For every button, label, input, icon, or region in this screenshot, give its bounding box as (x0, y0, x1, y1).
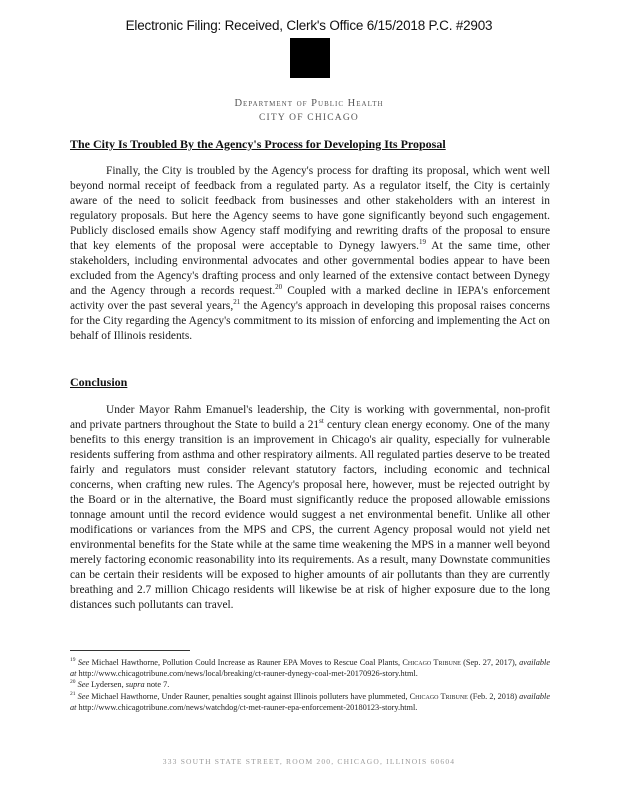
paragraph-text: the Agency's approach in developing this proposal raises concerns for the City regarding the Agency's commitment to its mission of enforcing and implementing the Act on behalf of Illinois residents. (70, 300, 550, 342)
ordinal-suffix: st (319, 417, 324, 426)
footnote-number: 20 (70, 679, 76, 686)
signal-supra: supra (125, 680, 145, 690)
paragraph-text: Under Mayor Rahm Emanuel's leadership, the City is working with governmental, non-profit and private partners throughout the State to build a 21 (70, 404, 550, 431)
footnote-ref-20: 20 (275, 283, 283, 292)
footnote-19 (70, 657, 550, 679)
footnote-ref-19: 19 (418, 238, 426, 247)
signal-see: See (77, 691, 90, 701)
section-heading-conclusion: Conclusion (70, 375, 128, 389)
paragraph-text: At the same time, other stakeholders, including environmental advocates and other governmental bodies appear to have been excluded from the Agency's drafting process and only learned of the extensive contact between Dynegy and the Agency through a records request. (70, 240, 550, 297)
footnote-text: note 7. (144, 680, 170, 690)
paragraph-text: Coupled with a marked decline in IEPA's enforcement activity over the past several years, (70, 285, 550, 312)
signal-see: See (77, 680, 90, 690)
footnotes (70, 657, 550, 713)
footnote-text: (Sep. 27, 2017), (460, 658, 520, 667)
footnote-url: http://www.chicagotribune.com/news/watchdog/ct-met-rauner-epa-enforcement-20180123-story.html. (76, 702, 418, 712)
footnote-url: http://www.chicagotribune.com/news/local/breaking/ct-rauner-dynegy-coal-met-20170926-story.html. (76, 669, 418, 679)
city-name: CITY OF CHICAGO (259, 113, 359, 123)
department-name: Department of Public Health (234, 98, 384, 109)
paragraph-text: century clean energy economy. One of the many benefits to this energy transition is an improvement in Chicago's air quality, especially for vulnerable residents suffering from asthma and other respiratory ailments. All regulated parties deserve to be treated fairly and regulators must consider relevant statutory factors, including economic and technical concerns, when crafting new rules. The Agency's proposal here, however, must be rejected outright by the Board or in the alternative, the Board must significantly reduce the proposed allowable emissions tonnage amount until the record evidence would suggest a net environmental benefit. Unlike all other modifications or variances from the MPS and CPS, the current Agency proposal would not yield net environmental benefits for the State while at the same time weakening the MPS in a manner well beyond merely factoring economic reasonability into its requirements. As a result, many Downstate communities can be certain their residents will be exposed to higher amounts of air pollutants than they are currently breathing and 2.7 million Chicago residents will likewise be at risk of higher exposure due to the long distances such pollutants can travel. (70, 419, 550, 611)
redacted-seal (290, 38, 330, 78)
footnote-ref-21: 21 (233, 298, 241, 307)
footnote-text: (Feb. 2, 2018) (467, 691, 520, 701)
footnote-text: Lydersen, (89, 680, 126, 690)
section-heading-process: The City Is Troubled By the Agency's Process for Developing Its Proposal (70, 137, 446, 151)
paragraph-conclusion (70, 403, 550, 613)
footer-address: 333 SOUTH STATE STREET, ROOM 200, CHICAGO, ILLINOIS 60604 (162, 757, 456, 766)
signal-available-at: available at (70, 658, 550, 679)
footnote-number: 21 (70, 690, 76, 697)
signal-available-at: available at (70, 691, 550, 712)
publication-name: Chicago Tribune (402, 658, 461, 667)
filing-stamp: Electronic Filing: Received, Clerk's Office 6/15/2018 P.C. #2903 (125, 18, 493, 33)
signal-see: See (77, 658, 90, 667)
footnote-text: Michael Hawthorne, Pollution Could Increase as Rauner EPA Moves to Rescue Coal Plants, (89, 658, 403, 667)
footnote-21 (70, 691, 550, 713)
paragraph-process (70, 164, 550, 344)
publication-name: Chicago Tribune (409, 691, 468, 701)
paragraph-text: Finally, the City is troubled by the Agency's process for drafting its proposal, which went well beyond normal receipt of feedback from a regulated party. As a regulator itself, the City is certainly aware of the need to solicit feedback from businesses and other stakeholders with an interest in regulatory proposals. But here the Agency seems to have gone significantly beyond such engagement. Publicly disclosed emails show Agency staff modifying and rewriting drafts of the proposal to ensure that key elements of the proposal were acceptable to Dynegy lawyers. (70, 165, 550, 252)
footnote-divider (70, 650, 190, 651)
footnote-text: Michael Hawthorne, Under Rauner, penalties sought against Illinois polluters have plummeted, (89, 691, 410, 701)
footnote-20 (70, 679, 550, 690)
footnote-number: 19 (70, 657, 76, 664)
